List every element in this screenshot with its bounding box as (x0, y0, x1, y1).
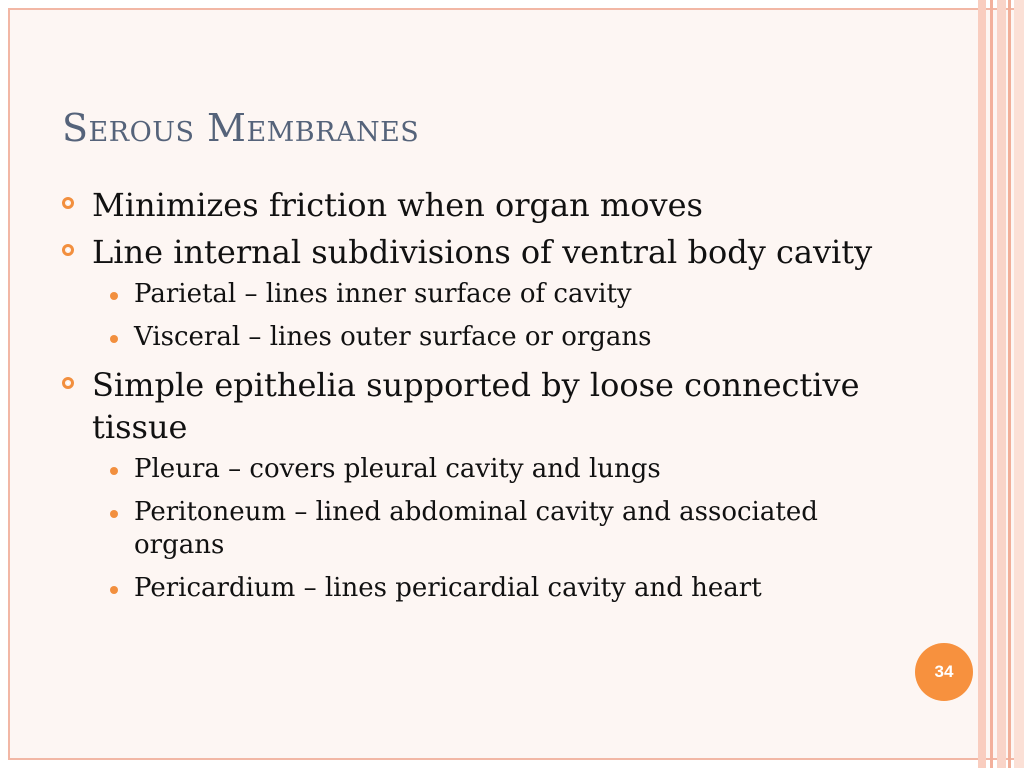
sub-bullet-item (62, 278, 892, 311)
ring-bullet-icon (62, 197, 74, 209)
sub-bullet-item (62, 321, 892, 354)
dot-bullet-icon (110, 467, 118, 475)
decorative-stripe (1008, 0, 1011, 768)
bullet-list (62, 184, 892, 615)
bullet-text: Line internal subdivisions of ventral body cavity (92, 233, 873, 271)
bullet-item (62, 364, 892, 448)
dot-bullet-icon (110, 335, 118, 343)
sub-bullet-text: Pleura – covers pleural cavity and lungs (134, 454, 661, 484)
slide-title: Serous Membranes (62, 106, 420, 150)
sub-bullet-item (62, 572, 892, 605)
ring-bullet-icon (62, 244, 74, 256)
decorative-stripe (978, 0, 986, 768)
dot-bullet-icon (110, 586, 118, 594)
bullet-text: Minimizes friction when organ moves (92, 186, 703, 224)
bullet-text: Simple epithelia supported by loose connective tissue (92, 366, 860, 446)
sub-bullet-text: Parietal – lines inner surface of cavity (134, 279, 632, 309)
bullet-item (62, 184, 892, 226)
bullet-item (62, 231, 892, 273)
dot-bullet-icon (110, 292, 118, 300)
sub-bullet-text: Peritoneum – lined abdominal cavity and associated organs (134, 497, 818, 560)
page-number-badge: 34 (915, 643, 973, 701)
decorative-stripe (1014, 0, 1024, 768)
dot-bullet-icon (110, 510, 118, 518)
decorative-stripe (990, 0, 993, 768)
decorative-stripe (997, 0, 1006, 768)
sub-bullet-text: Visceral – lines outer surface or organs (134, 322, 652, 352)
sub-bullet-item (62, 496, 892, 562)
sub-bullet-item (62, 453, 892, 486)
sub-bullet-text: Pericardium – lines pericardial cavity and heart (134, 573, 762, 603)
ring-bullet-icon (62, 377, 74, 389)
